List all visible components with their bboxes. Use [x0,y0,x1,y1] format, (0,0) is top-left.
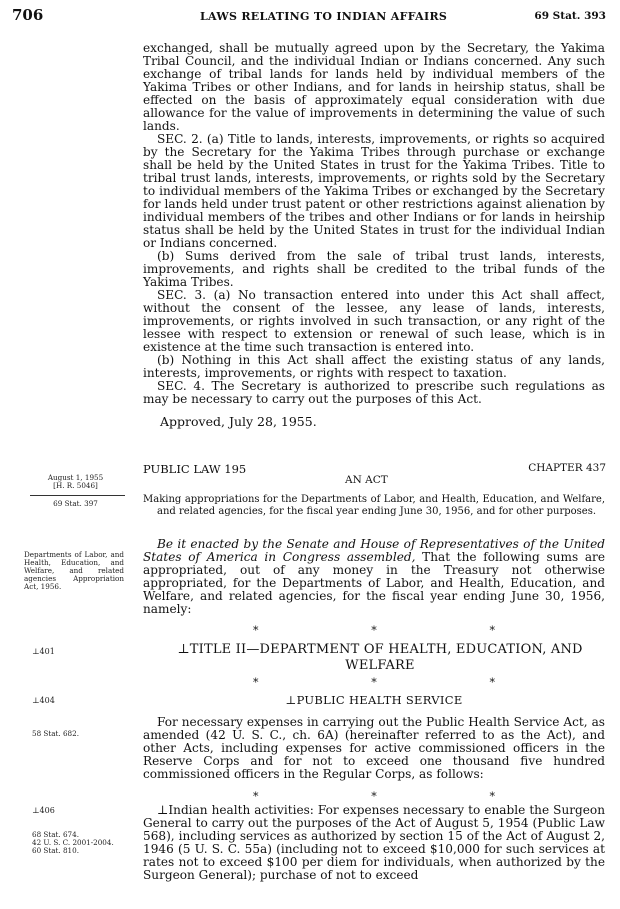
synopsis-text: Making appropriations for the Departments of Labor, and Health, Education, and Welfare, and related agencies, for the fiscal year ending June 30, 1956, and for other purposes. [143,494,605,517]
paragraph: ⊥Indian health activities: For expenses necessary to enable the Surgeon General to carry out the purposes of the Act of August 5, 1954 (Public Law 568), including services as authorized by section 15 of the Act of August 2, 1946 (5 U. S. C. 55a) (including not to exceed $10,000 for such services at rates not to exceed $100 per diem for individuals, when authorized by the Surgeon General); purchase of not to exceed [143,803,605,882]
chapter-label: CHAPTER 437 [528,462,606,474]
star: * [371,790,377,803]
section-heading: ⊥PUBLIC HEALTH SERVICE [285,693,463,707]
margin-note-stat: 69 Stat. 397 [53,499,98,508]
star: * [489,790,495,803]
paragraph [143,538,605,616]
margin-note-pageref: ⊥404 [32,696,55,705]
star: * [253,624,259,637]
margin-note-pageref: ⊥401 [32,647,55,656]
margin-divider [30,495,125,496]
approval-date: Approved, July 28, 1955. [160,414,317,429]
page-number: 706 [12,6,44,24]
date-note: August 1, 1955 [47,473,104,482]
phs-text [143,716,605,781]
citation: 68 Stat. 674. [32,830,79,839]
star: * [489,676,495,689]
running-title: LAWS RELATING TO INDIAN AFFAIRS [200,10,448,23]
citation: 42 U. S. C. 2001-2004. [32,838,114,847]
star: * [371,624,377,637]
section-a-text [143,42,605,406]
bill-note: [H. R. 5046] [53,481,98,490]
margin-note-citations [32,831,142,855]
enacting-text: That the following sums are appropriated, out of any money in the Treasury not otherwise appropriated, for the Departments of Labor, and Health, Education, and Welfare, and related agencies, for the fiscal year ending June 30, 1956, namely: [143,550,605,616]
paragraph: SEC. 3. (a) No transaction entered into under this Act shall affect, without the consent of the lessee, any lease of lands, interests, improvements, or rights involved in such transaction, or any right of the lessee with respect to extension or renewal of such lease, which is in existence at the time such transaction is entered into. [143,288,605,354]
indian-health-text [143,804,605,882]
star: * [253,790,259,803]
paragraph: For necessary expenses in carrying out the Public Health Service Act, as amended (42 U. S. C., ch. 6A) (hereinafter referred to as the Act), and other Acts, including expenses for active commissioned officers in the Reserve Corps and for not to exceed one thousand five hundred commissioned officers in the Regular Corps, as follows: [143,715,605,781]
citation: 60 Stat. 810. [32,846,79,855]
stat-reference: 69 Stat. 393 [534,10,606,22]
title-heading: ⊥TITLE II—DEPARTMENT OF HEALTH, EDUCATION, AND WELFARE [177,642,583,673]
margin-note-date [28,474,123,490]
margin-note-pageref: ⊥406 [32,806,55,815]
enacting-formula: Be it enacted by the Senate and House of Representatives of the United States of America in Congress assembled, [143,537,605,564]
star: * [371,676,377,689]
paragraph: (b) Nothing in this Act shall affect the existing status of any lands, interests, improvements, or rights with respect to taxation. [143,353,605,380]
act-synopsis [143,494,605,517]
paragraph: SEC. 4. The Secretary is authorized to prescribe such regulations as may be necessary to carry out the purposes of this Act. [143,379,605,406]
public-law-label: PUBLIC LAW 195 [143,462,247,476]
an-act-label: AN ACT [345,474,388,486]
enacting-clause [143,538,605,616]
omission-stars [143,790,605,803]
omission-stars [143,676,605,689]
paragraph: SEC. 2. (a) Title to lands, interests, improvements, or rights so acquired by the Secretary for the Yakima Tribes through purchase or exchange shall be held by the United States in trust for the Yakima Tribes. Title to tribal trust lands, interests, improvements, or rights sold by the Secretary to individual members of the Yakima Tribes or exchanged by the Secretary for lands held under trust patent or other restrictions against alienation by individual members of the tribes and other Indians or for lands in heirship status shall be held by the United States in trust for the individual Indian or Indians concerned. [143,132,605,250]
paragraph: (b) Sums derived from the sale of tribal trust lands, interests, improvements, and rights shall be credited to the tribal funds of the Yakima Tribes. [143,249,605,289]
paragraph: exchanged, shall be mutually agreed upon by the Secretary, the Yakima Tribal Council, and the individual Indian or Indians concerned. Any such exchange of tribal lands for lands held by individual members of the Yakima Tribes or other Indians, and for lands in heirship status, shall be effected on the basis of approximately equal consideration with due allowance for the value of improvements in determining the value of such lands. [143,41,605,133]
omission-stars [143,624,605,637]
margin-note-citation: 58 Stat. 682. [32,729,79,738]
margin-note-dept: Departments of Labor, and Health, Education, and Welfare, and related agencies Appropriation Act, 1956. [24,550,124,591]
star: * [253,676,259,689]
star: * [489,624,495,637]
